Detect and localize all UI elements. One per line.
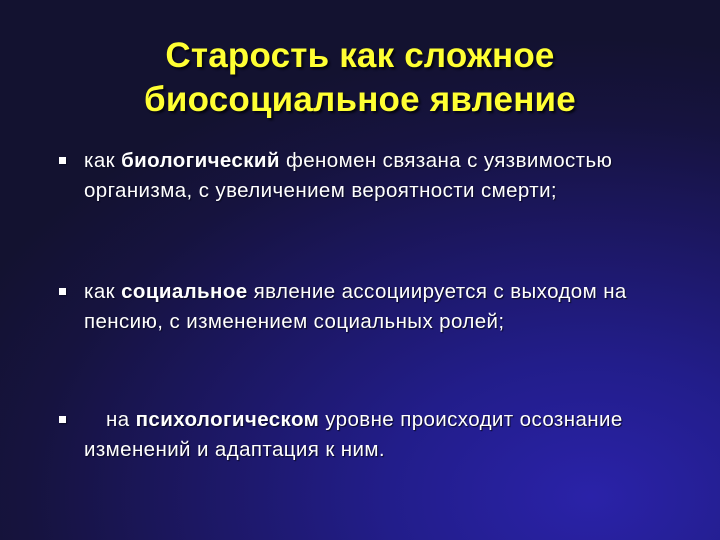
bullet-text-prefix: на bbox=[106, 408, 136, 431]
bullet-text-bold: социальное bbox=[121, 280, 248, 303]
title-line-2: биосоциальное явление bbox=[144, 80, 576, 119]
bullet-text-rest: феномен связана с уязвимостью организма, с увеличением вероятности смерти; bbox=[84, 149, 613, 202]
bullet-text-bold: психологическом bbox=[135, 408, 320, 431]
bullet-item-psychological bbox=[56, 405, 684, 465]
bullet-item-biological bbox=[56, 146, 684, 206]
bullet-text-rest: явление ассоциируется с выходом на пенсию, с изменением социальных ролей; bbox=[84, 280, 627, 333]
square-bullet-icon bbox=[59, 157, 66, 164]
bullet-text-bold: биологический bbox=[121, 149, 280, 172]
slide-title bbox=[0, 34, 720, 122]
bullet-text-rest: уровне происходит осознание изменений и адаптация к ним. bbox=[84, 408, 623, 461]
title-line-1: Старость как сложное bbox=[165, 36, 555, 75]
bullet-text-prefix: как bbox=[84, 149, 122, 172]
bullet-item-social bbox=[56, 277, 684, 337]
square-bullet-icon bbox=[59, 416, 66, 423]
square-bullet-icon bbox=[59, 288, 66, 295]
bullet-text-prefix: как bbox=[84, 280, 122, 303]
